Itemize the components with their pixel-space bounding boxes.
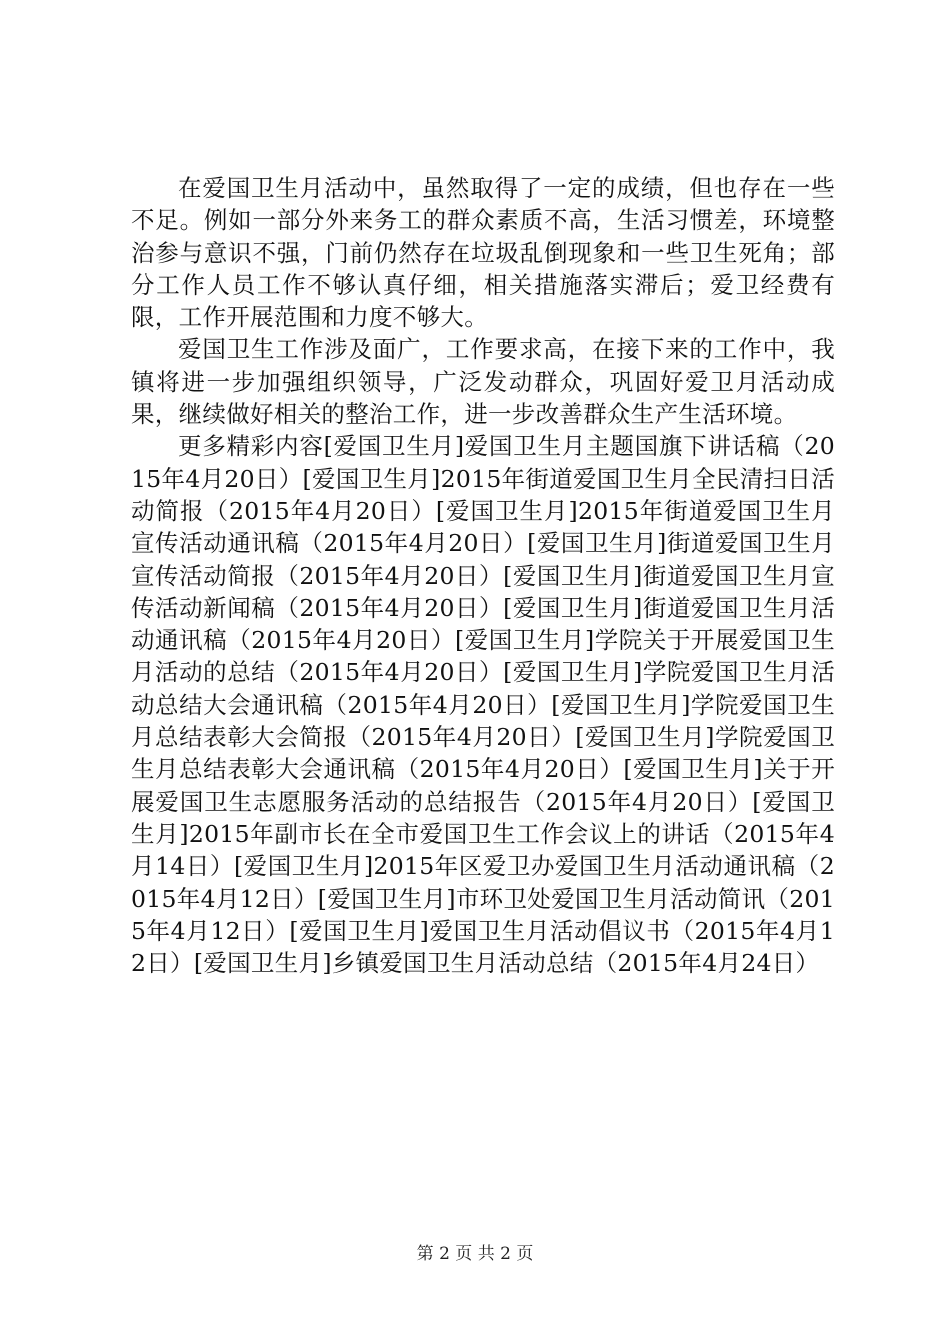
paragraph-next-steps: 爱国卫生工作涉及面广，工作要求高，在接下来的工作中，我镇将进一步加强组织领导，广泛发动群众，巩固好爱卫月活动成果，继续做好相关的整治工作，进一步改善群众生产生活环境。 [131, 335, 835, 429]
paragraph-more-content: 更多精彩内容[爱国卫生月]爱国卫生月主题国旗下讲话稿（2015年4月20日）[爱国卫生月]2015年街道爱国卫生月全民清扫日活动简报（2015年4月20日）[爱国卫生月]2015年街道爱国卫生月宣传活动通讯稿（2015年4月20日）[爱国卫生月]街道爱国卫生月宣传活动简报（2015年4月20日）[爱国卫生月]街道爱国卫生月宣传活动新闻稿（2015年4月20日）[爱国卫生月]街道爱国卫生月活动通讯稿（2015年4月20日）[爱国卫生月]学院关于开展爱国卫生月活动的总结（2015年4月20日）[爱国卫生月]学院爱国卫生月活动总结大会通讯稿（2015年4月20日）[爱国卫生月]学院爱国卫生月总结表彰大会简报（2015年4月20日）[爱国卫生月]学院爱国卫生月总结表彰大会通讯稿（2015年4月20日）[爱国卫生月]关于开展爱国卫生志愿服务活动的总结报告（2015年4月20日）[爱国卫生月]2015年副市长在全市爱国卫生工作会议上的讲话（2015年4月14日）[爱国卫生月]2015年区爱卫办爱国卫生月活动通讯稿（2015年4月12日）[爱国卫生月]市环卫处爱国卫生月活动简讯（2015年4月12日）[爱国卫生月]爱国卫生月活动倡议书（2015年4月12日）[爱国卫生月]乡镇爱国卫生月活动总结（2015年4月24日） [131, 432, 835, 978]
page-footer: 第 2 页 共 2 页 [416, 1244, 534, 1264]
paragraph-shortcomings: 在爱国卫生月活动中，虽然取得了一定的成绩，但也存在一些不足。例如一部分外来务工的群众素质不高，生活习惯差，环境整治参与意识不强，门前仍然存在垃圾乱倒现象和一些卫生死角；部分工作人员工作不够认真仔细，相关措施落实滞后；爱卫经费有限，工作开展范围和力度不够大。 [131, 174, 835, 332]
body-text [131, 172, 835, 979]
